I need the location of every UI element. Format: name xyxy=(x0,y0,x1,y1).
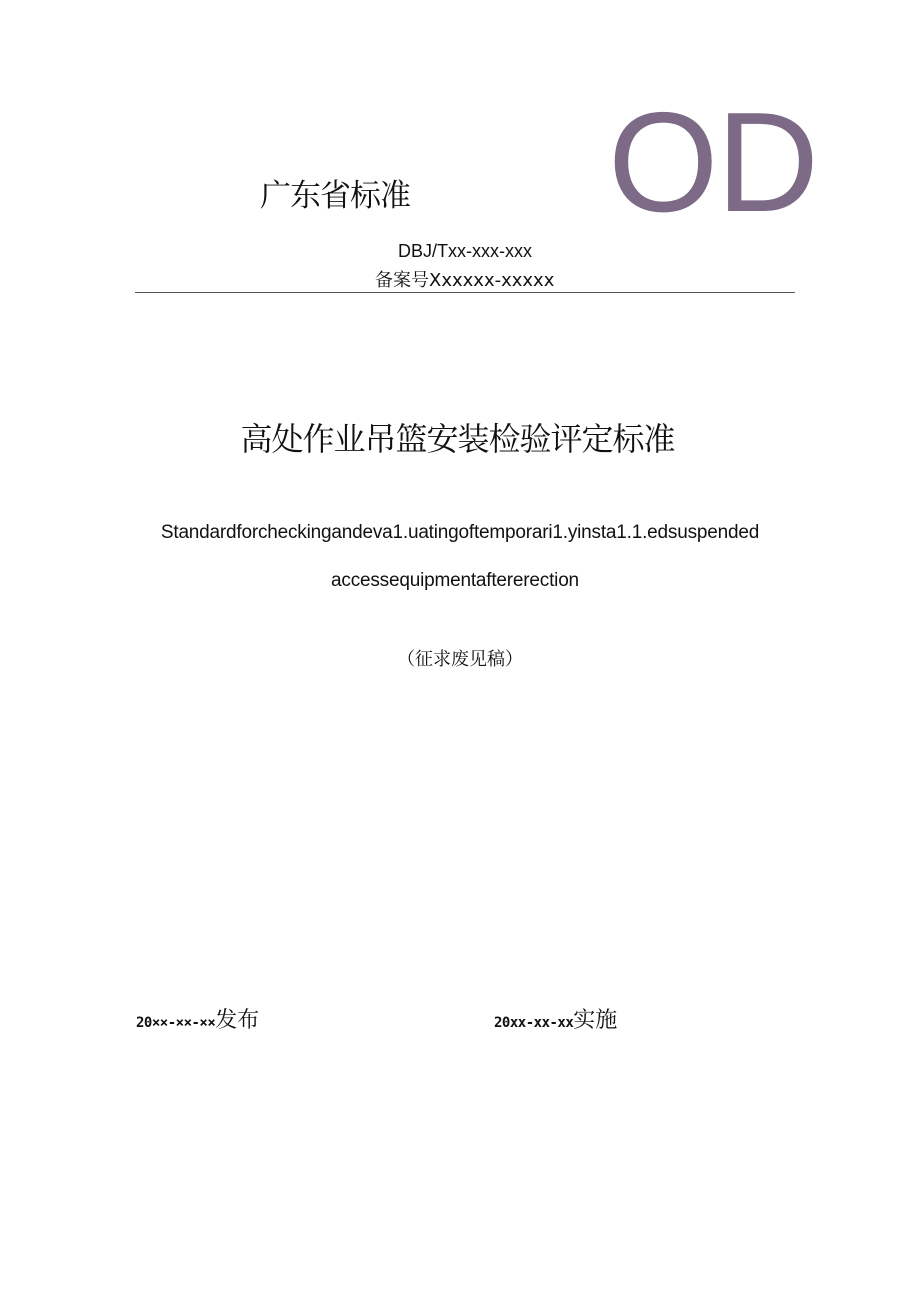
header-divider xyxy=(135,292,795,293)
record-number: 备案号Xxxxxx-xxxxx xyxy=(375,270,555,291)
standard-code: DBJ/Txx-xxx-xxx xyxy=(398,241,532,261)
effective-date: 20xx-xx-xx xyxy=(494,1015,574,1031)
logo-text: OD xyxy=(608,83,817,242)
document-title-chinese: 高处作业吊篮安装检验评定标准 xyxy=(240,420,675,458)
document-title-english-line2: accessequipmentaftererection xyxy=(331,570,579,591)
effective-date-line xyxy=(494,1006,617,1038)
publish-date: 20××-××-×× xyxy=(136,1015,216,1031)
draft-note: （征求废见稿） xyxy=(397,649,523,670)
document-title-english-line1: Standardforcheckingandeva1.uatingoftemporari1.yinsta1.1.edsuspended xyxy=(160,522,760,543)
province-standard-heading: 广东省标准 xyxy=(260,178,410,214)
effective-label: 实施 xyxy=(573,1008,618,1033)
publish-label: 发布 xyxy=(215,1008,260,1033)
publish-date-line xyxy=(136,1006,259,1038)
